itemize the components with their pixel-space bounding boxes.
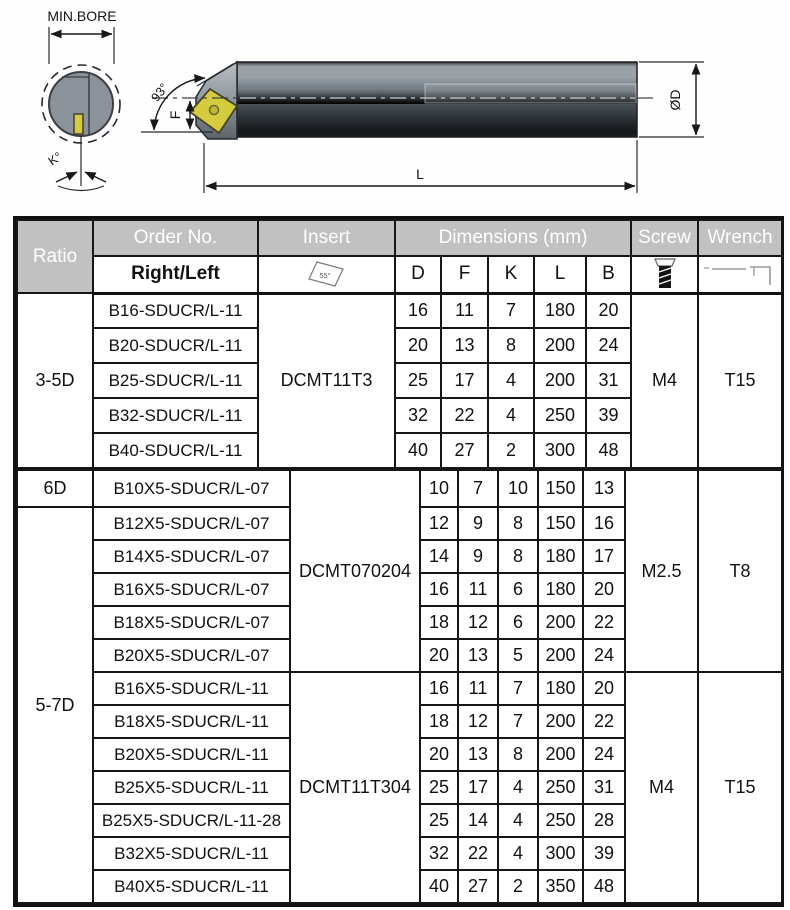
dim-b: 24	[583, 639, 625, 672]
dim-b: 20	[586, 293, 631, 328]
order-no: B10X5-SDUCR/L-07	[93, 470, 290, 507]
dim-b: 22	[583, 705, 625, 738]
insert-shape-icon	[297, 259, 357, 289]
screw-icon-cell	[631, 256, 698, 293]
order-no: B40X5-SDUCR/L-11	[93, 870, 290, 903]
dim-b: 31	[583, 771, 625, 804]
order-no: B25X5-SDUCR/L-11-28	[93, 804, 290, 837]
lead-angle-label: 93°	[148, 80, 172, 105]
dim-k: 6	[498, 606, 538, 639]
dim-f: 13	[441, 328, 488, 363]
dim-d: 32	[420, 837, 458, 870]
header-insert: Insert	[258, 220, 395, 256]
dim-k: 7	[498, 672, 538, 705]
order-no: B18X5-SDUCR/L-07	[93, 606, 290, 639]
dim-l: 250	[538, 804, 583, 837]
header-dim-k: K	[488, 256, 534, 293]
wrench-group-3: T15	[698, 672, 782, 903]
ratio-group-1: 3-5D	[17, 293, 93, 468]
wrench-group-1: T15	[698, 293, 782, 468]
dim-k: 4	[488, 398, 534, 433]
dim-l: 200	[538, 639, 583, 672]
dim-k: 7	[488, 293, 534, 328]
dim-f: 12	[458, 606, 498, 639]
wrench-group-2: T8	[698, 470, 782, 672]
screw-group-2: M2.5	[625, 470, 698, 672]
dim-d: 25	[420, 804, 458, 837]
dim-b: 20	[583, 672, 625, 705]
order-no: B20X5-SDUCR/L-11	[93, 738, 290, 771]
dim-d: 40	[420, 870, 458, 903]
spec-table	[13, 216, 784, 907]
header-right-left: Right/Left	[93, 256, 258, 293]
k-arc	[58, 186, 104, 191]
dim-k: 2	[498, 870, 538, 903]
dim-f: 22	[441, 398, 488, 433]
order-no: B14X5-SDUCR/L-07	[93, 540, 290, 573]
dim-l: 300	[534, 433, 586, 468]
length-label: L	[416, 166, 424, 182]
dim-b: 16	[583, 507, 625, 540]
dim-l: 350	[538, 870, 583, 903]
dim-k: 10	[498, 470, 538, 507]
dim-b: 22	[583, 606, 625, 639]
order-no: B32X5-SDUCR/L-11	[93, 837, 290, 870]
dim-d: 25	[395, 363, 441, 398]
dim-b: 17	[583, 540, 625, 573]
dim-b: 28	[583, 804, 625, 837]
dim-d: 18	[420, 606, 458, 639]
side-view	[141, 62, 704, 193]
dim-f: 27	[458, 870, 498, 903]
dim-l: 150	[538, 507, 583, 540]
dim-f: 11	[458, 672, 498, 705]
dim-k: 4	[488, 363, 534, 398]
dim-k: 8	[498, 507, 538, 540]
insert-shape-cell	[258, 256, 395, 293]
dim-f: 9	[458, 507, 498, 540]
dim-k: 7	[498, 705, 538, 738]
dim-f: 7	[458, 470, 498, 507]
dim-l: 200	[538, 705, 583, 738]
order-no: B40-SDUCR/L-11	[93, 433, 258, 468]
k-arrow-right	[85, 172, 106, 182]
order-no: B32-SDUCR/L-11	[93, 398, 258, 433]
dim-d: 20	[395, 328, 441, 363]
dim-k: 8	[498, 738, 538, 771]
order-no: B16-SDUCR/L-11	[93, 293, 258, 328]
header-dim-b: B	[586, 256, 631, 293]
clamping-flat	[425, 84, 636, 103]
dim-d: 14	[420, 540, 458, 573]
ratio-group-2: 6D	[17, 470, 93, 507]
header-dimensions: Dimensions (mm)	[395, 220, 631, 256]
dim-l: 300	[538, 837, 583, 870]
dim-d: 18	[420, 705, 458, 738]
dim-k: 6	[498, 573, 538, 606]
header-dim-f: F	[441, 256, 488, 293]
dim-l: 180	[538, 672, 583, 705]
dim-l: 150	[538, 470, 583, 507]
dim-d: 16	[420, 573, 458, 606]
dim-f: 22	[458, 837, 498, 870]
insert-angle-label: 55°	[318, 271, 331, 281]
dim-k: 8	[488, 328, 534, 363]
insert-screw-hole	[210, 106, 219, 115]
dim-f: 11	[441, 293, 488, 328]
dim-l: 250	[534, 398, 586, 433]
header-dim-l: L	[534, 256, 586, 293]
order-no: B18X5-SDUCR/L-11	[93, 705, 290, 738]
dim-l: 200	[538, 606, 583, 639]
order-no: B25-SDUCR/L-11	[93, 363, 258, 398]
insert-group-1: DCMT11T3	[258, 293, 395, 468]
dim-b: 48	[586, 433, 631, 468]
insert-group-2: DCMT070204	[290, 470, 420, 672]
dim-f: 17	[441, 363, 488, 398]
f-dimension-label: F	[167, 110, 183, 120]
dim-l: 180	[534, 293, 586, 328]
dim-k: 2	[488, 433, 534, 468]
dim-d: 32	[395, 398, 441, 433]
dim-f: 13	[458, 738, 498, 771]
dim-d: 16	[395, 293, 441, 328]
dim-b: 24	[583, 738, 625, 771]
min-bore-label: MIN.BORE	[47, 8, 117, 24]
dim-b: 39	[586, 398, 631, 433]
screw-icon	[652, 257, 678, 291]
dim-d: 16	[420, 672, 458, 705]
dim-f: 17	[458, 771, 498, 804]
cross-section-view	[42, 8, 120, 191]
k-arrow-left	[56, 172, 77, 182]
order-no: B16X5-SDUCR/L-07	[93, 573, 290, 606]
dim-f: 9	[458, 540, 498, 573]
dim-d: 25	[420, 771, 458, 804]
dim-l: 250	[538, 771, 583, 804]
dim-l: 200	[538, 738, 583, 771]
dim-l: 200	[534, 363, 586, 398]
wrench-icon-cell	[698, 256, 782, 293]
screw-group-1: M4	[631, 293, 698, 468]
dim-b: 20	[583, 573, 625, 606]
dim-d: 12	[420, 507, 458, 540]
order-no: B12X5-SDUCR/L-07	[93, 507, 290, 540]
header-dim-d: D	[395, 256, 441, 293]
header-screw: Screw	[631, 220, 698, 256]
dim-k: 4	[498, 771, 538, 804]
order-no: B20-SDUCR/L-11	[93, 328, 258, 363]
dim-k: 4	[498, 804, 538, 837]
dim-l: 200	[534, 328, 586, 363]
dim-l: 180	[538, 540, 583, 573]
dim-d: 40	[395, 433, 441, 468]
header-order-no: Order No.	[93, 220, 258, 256]
dim-f: 11	[458, 573, 498, 606]
ratio-group-3: 5-7D	[17, 507, 93, 903]
insert-section	[74, 114, 83, 134]
order-no: B16X5-SDUCR/L-11	[93, 672, 290, 705]
dim-f: 12	[458, 705, 498, 738]
k-angle-label: K°	[45, 149, 65, 169]
order-no: B20X5-SDUCR/L-07	[93, 639, 290, 672]
dim-f: 27	[441, 433, 488, 468]
dim-b: 39	[583, 837, 625, 870]
dim-k: 4	[498, 837, 538, 870]
dim-l: 180	[538, 573, 583, 606]
header-wrench: Wrench	[698, 220, 782, 256]
order-no: B25X5-SDUCR/L-11	[93, 771, 290, 804]
dim-b: 48	[583, 870, 625, 903]
dim-d: 10	[420, 470, 458, 507]
dim-d: 20	[420, 738, 458, 771]
spec-table-bottom	[16, 469, 783, 904]
dim-b: 31	[586, 363, 631, 398]
dim-b: 24	[586, 328, 631, 363]
dim-k: 5	[498, 639, 538, 672]
diameter-label: ØD	[667, 89, 683, 111]
dim-b: 13	[583, 470, 625, 507]
technical-drawing	[0, 0, 790, 212]
spec-table-top	[16, 219, 783, 469]
insert-group-3: DCMT11T304	[290, 672, 420, 903]
screw-group-3: M4	[625, 672, 698, 903]
header-ratio: Ratio	[17, 220, 93, 293]
torx-wrench-icon	[700, 259, 780, 289]
dim-d: 20	[420, 639, 458, 672]
dim-k: 8	[498, 540, 538, 573]
dim-f: 14	[458, 804, 498, 837]
dim-f: 13	[458, 639, 498, 672]
